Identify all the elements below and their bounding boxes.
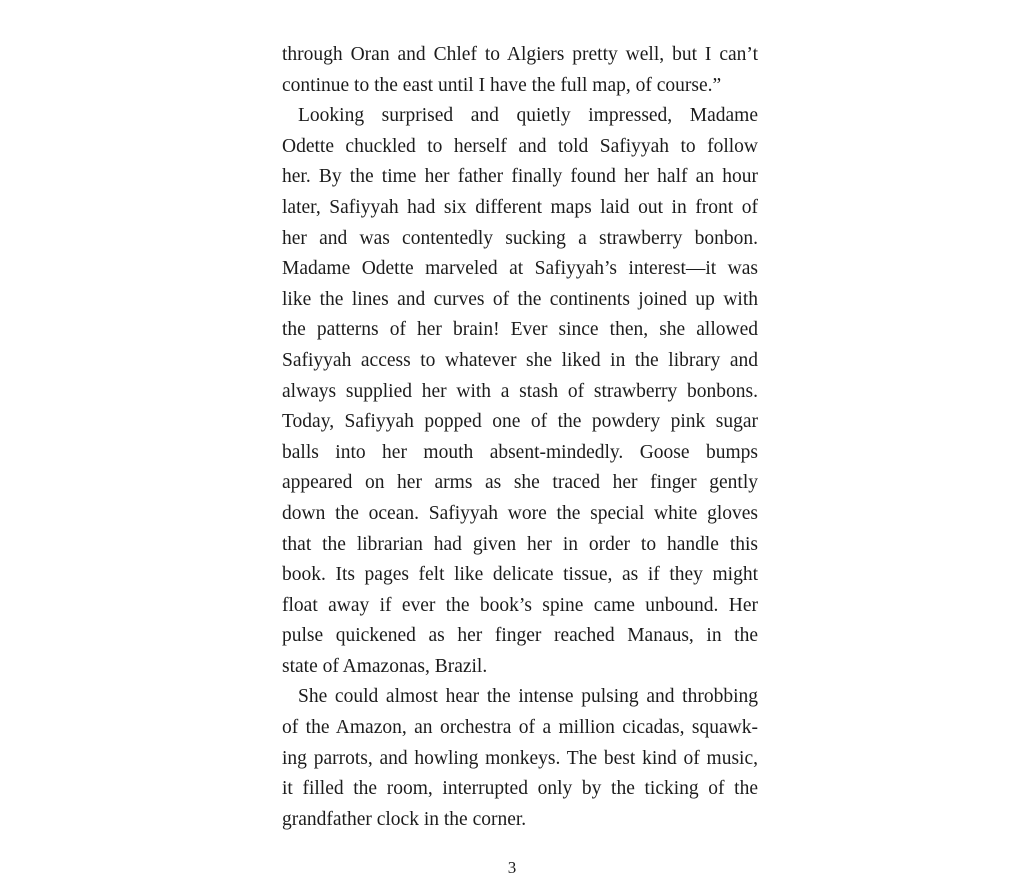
text-line: Today, Safiyyah popped one of the powdery pink sugar [282, 411, 758, 433]
text-line: later, Safiyyah had six different maps laid out in front of [282, 196, 758, 218]
paragraph-first-line: Looking surprised and quietly impressed, Madame [298, 105, 758, 127]
text-line: the patterns of her brain! Ever since then, she allowed [282, 319, 758, 341]
text-line: down the ocean. Safiyyah wore the special white gloves [282, 502, 758, 524]
text-line: pulse quickened as her finger reached Manaus, in the [282, 625, 758, 647]
text-line: through Oran and Chlef to Algiers pretty well, but I can’t [282, 44, 758, 65]
text-line: ing parrots, and howling monkeys. The best kind of music, [282, 747, 758, 769]
text-line: Safiyyah access to whatever she liked in the library and [282, 349, 758, 371]
text-line: Madame Odette marveled at Safiyyah’s interest—it was [282, 258, 758, 280]
text-line: float away if ever the book’s spine came unbound. Her [282, 594, 758, 616]
text-line: like the lines and curves of the continents joined up with [282, 288, 758, 310]
text-line: that the librarian had given her in order to handle this [282, 533, 758, 555]
text-line: state of Amazonas, Brazil. [282, 655, 488, 677]
text-line: it filled the room, interrupted only by the ticking of the [282, 778, 758, 800]
page-number: 3 [507, 858, 517, 877]
page-body-text [282, 40, 758, 835]
text-line: her. By the time her father finally found her half an hour [282, 166, 758, 188]
text-line: Odette chuckled to herself and told Safiyyah to follow [282, 135, 758, 157]
text-line: always supplied her with a stash of strawberry bonbons. [282, 380, 758, 402]
text-line: book. Its pages felt like delicate tissue, as if they might [282, 564, 758, 586]
text-line: grandfather clock in the corner. [282, 808, 527, 830]
text-line: appeared on her arms as she traced her finger gently [282, 472, 758, 494]
text-line: continue to the east until I have the full map, of course.” [282, 74, 722, 96]
text-line: balls into her mouth absent-mindedly. Goose bumps [282, 441, 758, 463]
text-line: her and was contentedly sucking a strawberry bonbon. [282, 227, 758, 249]
paragraph-first-line: She could almost hear the intense pulsing and throbbing [298, 686, 758, 708]
text-line: of the Amazon, an orchestra of a million cicadas, squawk- [282, 717, 758, 739]
